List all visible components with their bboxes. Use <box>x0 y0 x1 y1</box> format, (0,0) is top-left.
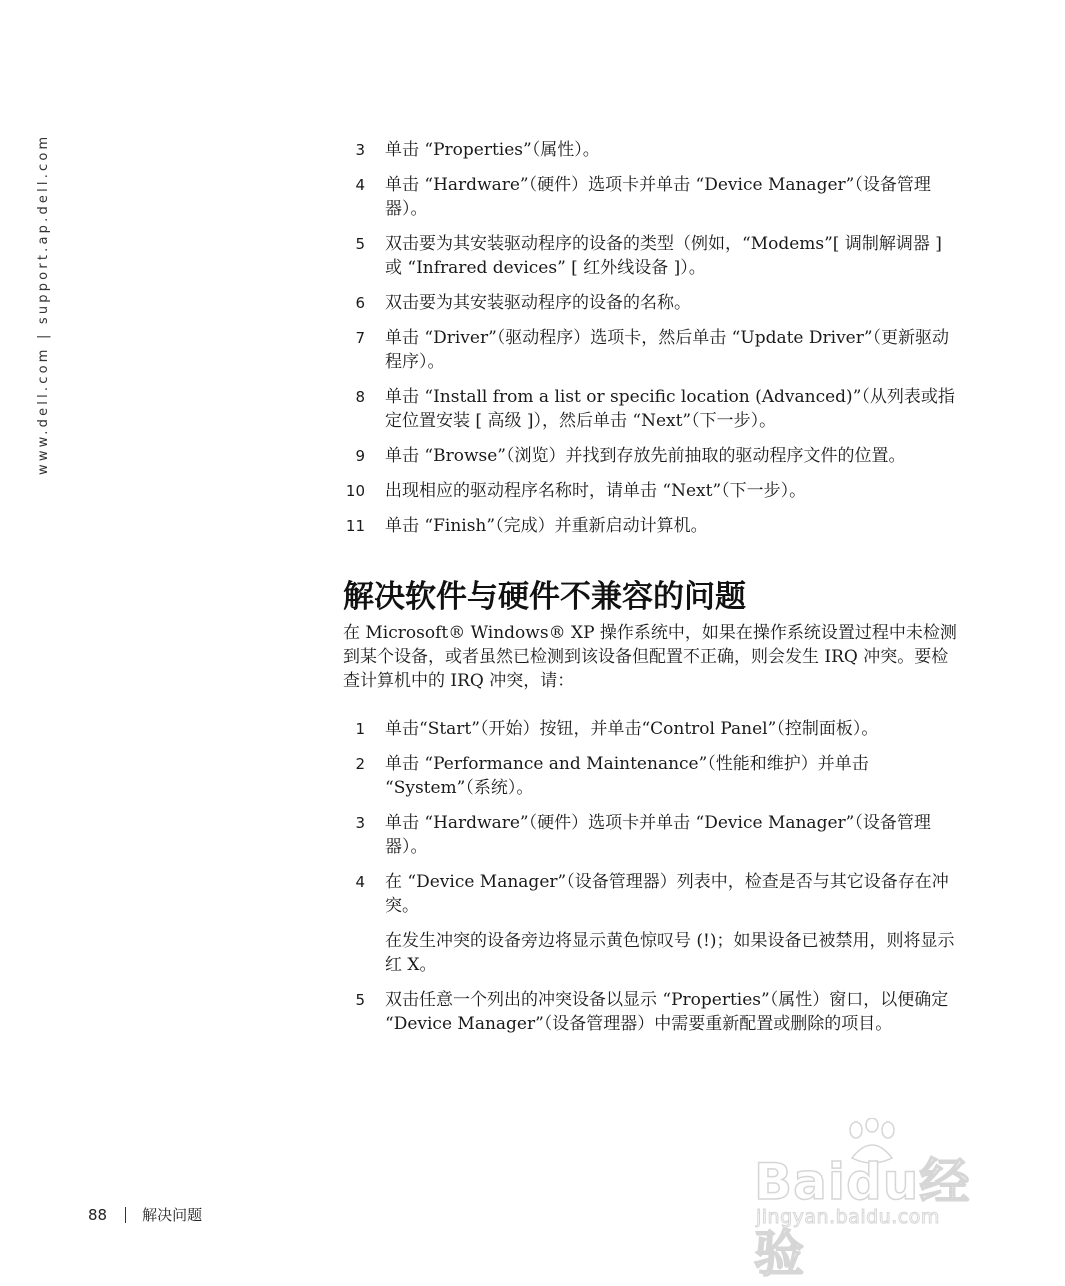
step-text: 单击 “Browse”（浏览）并找到存放先前抽取的驱动程序文件的位置。 <box>385 446 906 466</box>
step-number: 10 <box>345 482 365 500</box>
list-item <box>343 717 963 741</box>
list-item <box>343 291 963 315</box>
list-item <box>343 514 963 538</box>
watermark-brand: Baidu经验 <box>754 1153 971 1283</box>
step-number: 8 <box>355 388 365 406</box>
step-number: 3 <box>355 814 365 832</box>
step-number: 4 <box>355 176 365 194</box>
section-heading: 解决软件与硬件不兼容的问题 <box>343 579 746 615</box>
step-number: 5 <box>355 235 365 253</box>
side-url: www.dell.com | support.ap.dell.com <box>36 133 51 475</box>
step-text: 双击要为其安装驱动程序的设备的类型（例如，“Modems”[ 调制解调器 ] 或 “Infrared devices” [ 红外线设备 ]）。 <box>385 234 942 278</box>
list-item <box>343 444 963 468</box>
step-text: 单击 “Hardware”（硬件）选项卡并单击 “Device Manager”（设备管理器）。 <box>385 175 931 219</box>
list-item <box>343 385 963 433</box>
step-number: 4 <box>355 873 365 891</box>
page-footer <box>88 1204 202 1225</box>
step-number: 6 <box>355 294 365 312</box>
footer-section-name: 解决问题 <box>142 1206 203 1224</box>
main-content <box>343 138 963 1047</box>
step-number: 3 <box>355 141 365 159</box>
list-item <box>343 232 963 280</box>
step-text: 单击 “Hardware”（硬件）选项卡并单击 “Device Manager”（设备管理器）。 <box>385 813 931 857</box>
step-text: 单击 “Properties”（属性）。 <box>385 140 600 160</box>
step-text: 单击 “Finish”（完成）并重新启动计算机。 <box>385 516 708 536</box>
baidu-watermark <box>752 1118 1012 1283</box>
list-item <box>343 173 963 221</box>
step-number: 11 <box>345 517 365 535</box>
watermark-url: jingyan.baidu.com <box>756 1206 940 1228</box>
list-item <box>343 988 963 1036</box>
list-item <box>343 752 963 800</box>
list-item <box>343 479 963 503</box>
step-number: 9 <box>355 447 365 465</box>
steps-list-driver <box>343 138 963 538</box>
step-text: 单击 “Driver”（驱动程序）选项卡，然后单击 “Update Driver”（更新驱动程序）。 <box>385 328 950 372</box>
step-text: 双击要为其安装驱动程序的设备的名称。 <box>385 293 691 313</box>
step-text: 单击“Start”（开始）按钮，并单击“Control Panel”（控制面板）。 <box>385 719 879 739</box>
steps-list-irq <box>343 717 963 1036</box>
intro-paragraph: 在 Microsoft® Windows® XP 操作系统中，如果在操作系统设置过程中未检测到某个设备，或者虽然已检测到该设备但配置不正确，则会发生 IRQ 冲突。要检查计算机中的 IRQ 冲突，请： <box>343 623 957 691</box>
list-item <box>343 870 963 977</box>
step-number: 1 <box>355 720 365 738</box>
step-note: 在发生冲突的设备旁边将显示黄色惊叹号 (!)；如果设备已被禁用，则将显示红 X。 <box>385 931 955 975</box>
step-text: 双击任意一个列出的冲突设备以显示 “Properties”（属性）窗口，以便确定 “Device Manager”（设备管理器）中需要重新配置或删除的项目。 <box>385 990 949 1034</box>
footer-divider <box>125 1207 126 1223</box>
step-number: 5 <box>355 991 365 1009</box>
list-item <box>343 811 963 859</box>
page-number: 88 <box>88 1205 108 1224</box>
step-text: 单击 “Install from a list or specific location (Advanced)”（从列表或指定位置安装 [ 高级 ]），然后单击 “Next”（下一步）。 <box>385 387 955 431</box>
step-text: 在 “Device Manager”（设备管理器）列表中，检查是否与其它设备存在冲突。 <box>385 872 949 916</box>
list-item <box>343 138 963 162</box>
list-item <box>343 326 963 374</box>
step-number: 7 <box>355 329 365 347</box>
step-text: 出现相应的驱动程序名称时，请单击 “Next”（下一步）。 <box>385 481 807 501</box>
step-number: 2 <box>355 755 365 773</box>
step-text: 单击 “Performance and Maintenance”（性能和维护）并单击 “System”（系统）。 <box>385 754 869 798</box>
